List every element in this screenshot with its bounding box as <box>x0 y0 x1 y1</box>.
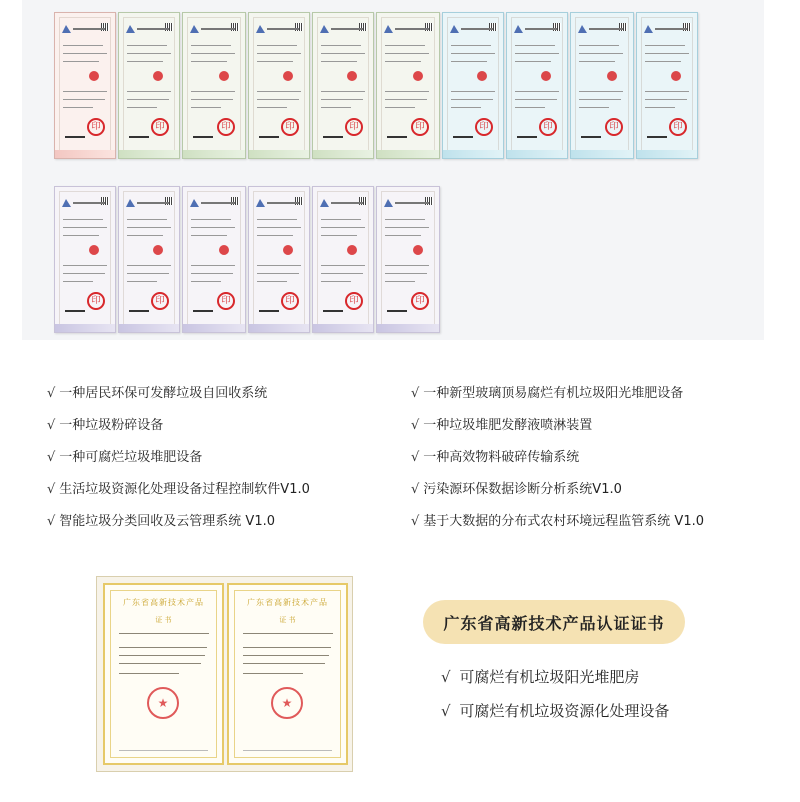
check-icon: √ <box>47 418 56 433</box>
check-icon: √ <box>47 482 56 497</box>
emblem-icon <box>219 71 229 81</box>
certificate-row-1 <box>54 12 698 159</box>
certificate-thumbnail <box>182 12 246 159</box>
seal-icon: 印 <box>345 292 363 310</box>
patent-logo-icon <box>62 25 71 33</box>
signature-icon <box>453 132 473 138</box>
seal-icon: 印 <box>475 118 493 136</box>
seal-icon: 印 <box>539 118 557 136</box>
patent-item: √ 一种垃圾粉碎设备 <box>47 418 164 433</box>
check-icon: √ <box>441 668 451 686</box>
seal-icon: 印 <box>411 292 429 310</box>
certificate-thumbnail <box>312 12 374 159</box>
certificate-thumbnail <box>248 12 310 159</box>
emblem-icon <box>477 71 487 81</box>
signature-icon <box>387 306 407 312</box>
signature-icon <box>387 132 407 138</box>
check-icon: √ <box>47 514 56 529</box>
patent-logo-icon <box>578 25 587 33</box>
emblem-icon <box>607 71 617 81</box>
emblem-icon <box>347 245 357 255</box>
patent-logo-icon <box>190 25 199 33</box>
emblem-icon <box>413 245 423 255</box>
award-item: √ 可腐烂有机垃圾阳光堆肥房 <box>441 668 640 686</box>
patent-item: √ 一种新型玻璃顶易腐烂有机垃圾阳光堆肥设备 <box>411 386 684 401</box>
signature-icon <box>129 306 149 312</box>
patent-item: √ 智能垃圾分类回收及云管理系统 V1.0 <box>47 514 275 529</box>
award-cert-subtitle: 证 书 <box>279 616 296 624</box>
emblem-icon <box>153 71 163 81</box>
emblem-icon <box>671 71 681 81</box>
patent-logo-icon <box>320 199 329 207</box>
patent-logo-icon <box>256 25 265 33</box>
check-icon: √ <box>411 450 420 465</box>
seal-icon: 印 <box>281 118 299 136</box>
seal-icon: 印 <box>281 292 299 310</box>
signature-icon <box>129 132 149 138</box>
seal-icon: 印 <box>87 292 105 310</box>
award-cert-subtitle: 证 书 <box>155 616 172 624</box>
certificate-thumbnail <box>506 12 568 159</box>
certificate-thumbnail <box>182 186 246 333</box>
signature-icon <box>65 132 85 138</box>
signature-icon <box>647 132 667 138</box>
signature-icon <box>259 132 279 138</box>
signature-icon <box>193 306 213 312</box>
check-icon: √ <box>411 386 420 401</box>
patent-logo-icon <box>384 199 393 207</box>
award-cert-heading: 广东省高新技术产品 <box>123 598 204 607</box>
patent-logo-icon <box>644 25 653 33</box>
patent-item: √ 一种垃圾堆肥发酵液喷淋装置 <box>411 418 593 433</box>
patent-logo-icon <box>190 199 199 207</box>
patent-certificates-image <box>22 0 764 340</box>
seal-icon: 印 <box>605 118 623 136</box>
patent-logo-icon <box>514 25 523 33</box>
certificate-thumbnail <box>376 186 440 333</box>
certificate-thumbnail <box>118 186 180 333</box>
patent-logo-icon <box>62 199 71 207</box>
patent-item: √ 基于大数据的分布式农村环境远程监管系统 V1.0 <box>411 514 704 529</box>
patent-item: √ 生活垃圾资源化处理设备过程控制软件V1.0 <box>47 482 310 497</box>
signature-icon <box>323 132 343 138</box>
seal-icon: 印 <box>345 118 363 136</box>
certificate-row-2 <box>54 186 440 333</box>
emblem-icon <box>283 71 293 81</box>
signature-icon <box>517 132 537 138</box>
signature-icon <box>581 132 601 138</box>
patent-item: √ 一种居民环保可发酵垃圾自回收系统 <box>47 386 268 401</box>
patent-logo-icon <box>384 25 393 33</box>
check-icon: √ <box>47 386 56 401</box>
seal-icon: 印 <box>217 292 235 310</box>
check-icon: √ <box>411 418 420 433</box>
seal-icon: 印 <box>669 118 687 136</box>
certificate-thumbnail <box>570 12 634 159</box>
award-cert-heading: 广东省高新技术产品 <box>247 598 328 607</box>
emblem-icon <box>413 71 423 81</box>
patent-item: √ 污染源环保数据诊断分析系统V1.0 <box>411 482 622 497</box>
patent-list <box>0 385 800 545</box>
signature-icon <box>65 306 85 312</box>
seal-icon: 印 <box>151 118 169 136</box>
award-label-badge: 广东省高新技术产品认证证书 <box>423 600 685 644</box>
award-certificate-page <box>227 583 348 765</box>
patent-logo-icon <box>126 25 135 33</box>
emblem-icon <box>219 245 229 255</box>
seal-icon: 印 <box>411 118 429 136</box>
seal-icon: ★ <box>147 687 179 719</box>
seal-icon: 印 <box>87 118 105 136</box>
emblem-icon <box>347 71 357 81</box>
patent-logo-icon <box>126 199 135 207</box>
emblem-icon <box>283 245 293 255</box>
seal-icon: 印 <box>151 292 169 310</box>
check-icon: √ <box>411 482 420 497</box>
patent-logo-icon <box>320 25 329 33</box>
certificate-thumbnail <box>636 12 698 159</box>
certificate-thumbnail <box>248 186 310 333</box>
seal-icon: 印 <box>217 118 235 136</box>
patent-logo-icon <box>450 25 459 33</box>
patent-item: √ 一种可腐烂垃圾堆肥设备 <box>47 450 203 465</box>
emblem-icon <box>541 71 551 81</box>
certificate-thumbnail <box>442 12 504 159</box>
certificate-thumbnail <box>54 12 116 159</box>
signature-icon <box>323 306 343 312</box>
certificate-thumbnail <box>54 186 116 333</box>
award-item: √ 可腐烂有机垃圾资源化处理设备 <box>441 702 670 720</box>
signature-icon <box>193 132 213 138</box>
check-icon: √ <box>441 702 451 720</box>
seal-icon: ★ <box>271 687 303 719</box>
award-certificate-page <box>103 583 224 765</box>
certificate-thumbnail <box>312 186 374 333</box>
certificate-thumbnail <box>118 12 180 159</box>
patent-item: √ 一种高效物料破碎传输系统 <box>411 450 580 465</box>
certificate-thumbnail <box>376 12 440 159</box>
patent-logo-icon <box>256 199 265 207</box>
emblem-icon <box>89 245 99 255</box>
check-icon: √ <box>411 514 420 529</box>
check-icon: √ <box>47 450 56 465</box>
emblem-icon <box>89 71 99 81</box>
signature-icon <box>259 306 279 312</box>
emblem-icon <box>153 245 163 255</box>
award-certificate-image <box>96 576 353 772</box>
